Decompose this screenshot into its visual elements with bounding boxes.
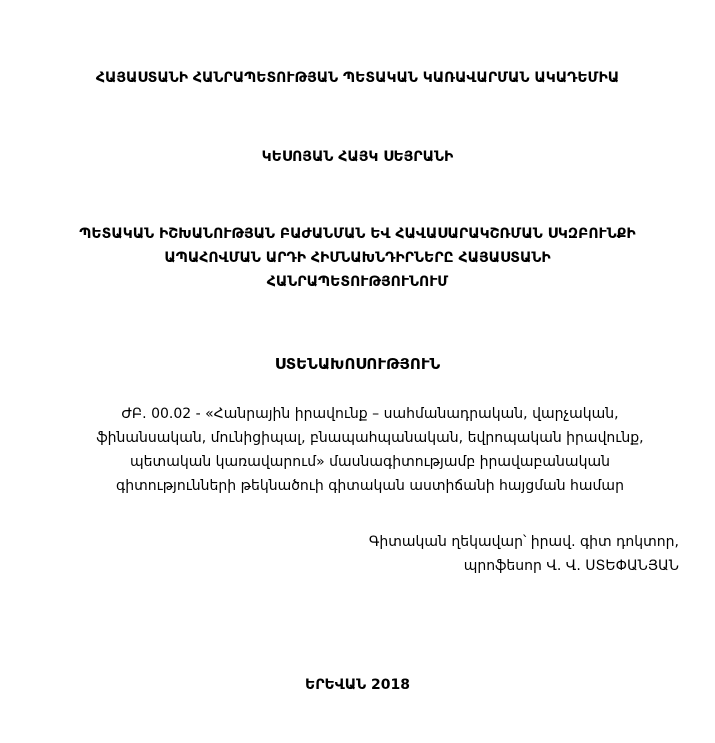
- specialty-description-line: գիտությունների թեկնածուի գիտական աստիճանի հայցման համար: [116, 478, 624, 494]
- academy-name: ՀԱՅԱՍՏԱՆԻ ՀԱՆՐԱՊԵՏՈՒԹՅԱՆ ՊԵՏԱԿԱՆ ԿԱՌԱՎԱՐՄԱՆ ԱԿԱԴԵՄԻԱ: [95, 70, 620, 86]
- advisor-line: Գիտական ղեկավար՝ իրավ. գիտ դոկտոր,: [368, 534, 679, 550]
- thesis-title-line-3: ՀԱՆՐԱՊԵՏՈՒԹՅՈՒՆՈՒՄ: [266, 274, 449, 290]
- specialty-description: [60, 402, 680, 498]
- specialty-description-line: ԺԲ. 00.02 - «Հանրային իրավունք – սահմանադրական, վարչական,: [121, 406, 619, 422]
- advisor-line: պրոֆեսոր Վ. Վ. ՍՏԵՓԱՆՅԱՆ: [463, 558, 679, 574]
- specialty-description-line: ֆինանսական, մունիցիպալ, բնապահպանական, եվրոպական իրավունք,: [96, 430, 644, 446]
- scientific-advisor: [259, 530, 679, 578]
- document-type-heading: ՍՏԵՆԱԽՈՍՈՒԹՅՈՒՆ: [274, 355, 441, 373]
- thesis-title-line-1: ՊԵՏԱԿԱՆ ԻՇԽԱՆՈՒԹՅԱՆ ԲԱԺԱՆՄԱՆ ԵՎ ՀԱՎԱՍԱՐԱԿՇՌՄԱՆ ՍԿԶԲՈՒՆՔԻ: [79, 226, 636, 242]
- specialty-description-line: պետական կառավարում» մասնագիտությամբ իրավաբանական: [130, 454, 610, 470]
- thesis-title-line-2: ԱՊԱՀՈՎՄԱՆ ԱՐԴԻ ՀԻՄՆԱԽՆԴԻՐՆԵՐԸ ՀԱՅԱՍՏԱՆԻ: [164, 250, 551, 266]
- city-year: ԵՐԵՎԱՆ 2018: [305, 677, 410, 693]
- author-name: ԿԵՍՈՅԱՆ ՀԱՅԿ ՍԵՅՐԱՆԻ: [261, 149, 454, 165]
